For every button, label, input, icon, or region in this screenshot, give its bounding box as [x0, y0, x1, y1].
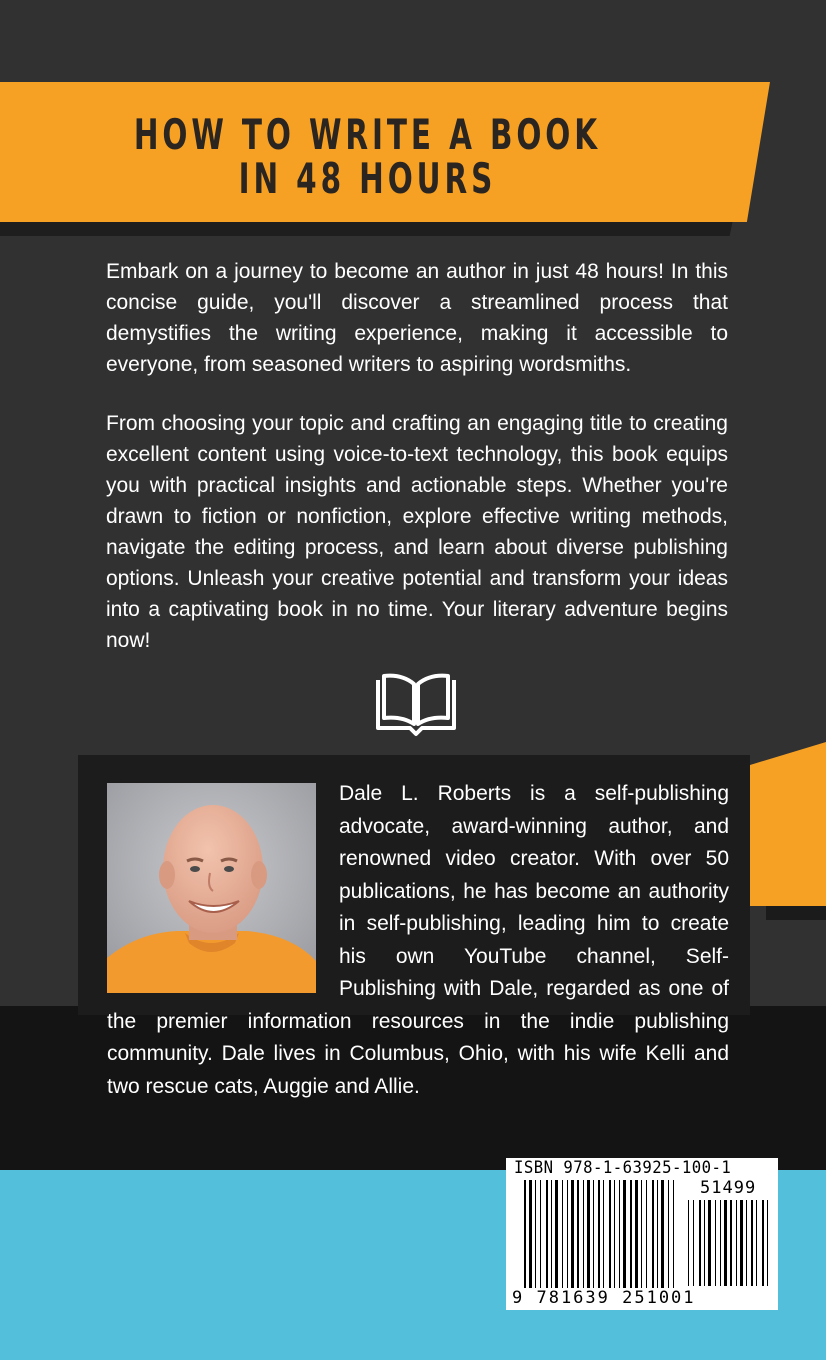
ean-digits: 9 781639 251001 [512, 1288, 696, 1308]
price-barcode-bar [751, 1200, 753, 1286]
price-barcode-bar [720, 1200, 721, 1286]
barcode-bar [630, 1180, 632, 1288]
barcode-bar [571, 1180, 574, 1288]
price-barcode-bar [704, 1200, 705, 1286]
barcode-bars [510, 1180, 774, 1290]
barcode-bar [603, 1180, 604, 1288]
barcode-bar [583, 1180, 584, 1288]
barcode-bar [562, 1180, 563, 1288]
isbn-label: ISBN 978-1-63925-100-1 [514, 1158, 732, 1178]
barcode-bar [635, 1180, 638, 1288]
barcode-bar [567, 1180, 568, 1288]
price-barcode-bar [762, 1200, 764, 1286]
book-title-line-2: IN 48 HOURS [238, 154, 497, 203]
barcode-bar [577, 1180, 579, 1288]
open-book-icon [374, 672, 458, 742]
barcode-bar [623, 1180, 626, 1288]
barcode-bar [668, 1180, 669, 1288]
price-barcode-bar [767, 1200, 768, 1286]
price-barcode-bar [724, 1200, 727, 1286]
barcode-bar [598, 1180, 600, 1288]
price-barcode-bar [730, 1200, 732, 1286]
barcode-bar [540, 1180, 541, 1288]
price-barcode-bar [740, 1200, 743, 1286]
barcode-bar [619, 1180, 620, 1288]
price-barcode-bar [715, 1200, 716, 1286]
barcode-bar [673, 1180, 674, 1288]
barcode-bar [646, 1180, 647, 1288]
barcode-bar [529, 1180, 532, 1288]
barcode-bar [546, 1180, 548, 1288]
barcode-bar [587, 1180, 590, 1288]
barcode-bar [652, 1180, 654, 1288]
author-bio-text: Dale L. Roberts is a self-publishing advocate, award-winning author, and renowned video creator. With over 50 publications, he has become an authority in self-publishing, leading him to create his own YouTube channel, Self-Publishing with Dale, regarded as one of the premier information resources in the indie publishing community. Dale lives in Columbus, Ohio, with his wife Kelli and two rescue cats, Auggie and Allie. [107, 782, 729, 1098]
barcode-bar [524, 1180, 526, 1288]
photo-spacer [107, 778, 339, 1003]
price-barcode-bar [693, 1200, 694, 1286]
barcode-bar [641, 1180, 642, 1288]
price-barcode-bar [756, 1200, 757, 1286]
barcode-bar [551, 1180, 552, 1288]
barcode-bar [609, 1180, 611, 1288]
price-barcode-bar [699, 1200, 701, 1286]
barcode-bar [593, 1180, 594, 1288]
barcode-bar [555, 1180, 558, 1288]
price-code: 51499 [700, 1178, 757, 1198]
book-title-line-1: HOW TO WRITE A BOOK [133, 110, 601, 159]
blurb-paragraph-2: From choosing your topic and crafting an engaging title to creating excellent content using voice-to-text technology, this book equips you with practical insights and actionable steps. Whether you're drawn to fiction or nonfiction, explore effective writing methods, navigate the editing process, and learn about diverse publishing options. Unleash your creative potential and transform your ideas into a captivating book in no time. Your literary adventure begins now! [106, 412, 728, 652]
price-barcode-bar [708, 1200, 711, 1286]
blurb-paragraph-1: Embark on a journey to become an author in just 48 hours! In this concise guide, you'll discover a streamlined process that demystifies the writing experience, making it accessible to everyone, from seasoned writers to aspiring wordsmiths. [106, 260, 728, 376]
price-barcode-bar [746, 1200, 747, 1286]
barcode-bar [614, 1180, 615, 1288]
author-bio [107, 778, 729, 1103]
price-barcode-bar [688, 1200, 689, 1286]
barcode-bar [657, 1180, 658, 1288]
price-barcode-bar [736, 1200, 737, 1286]
barcode-bar [661, 1180, 664, 1288]
barcode-bar [535, 1180, 536, 1288]
side-accent [750, 742, 826, 906]
